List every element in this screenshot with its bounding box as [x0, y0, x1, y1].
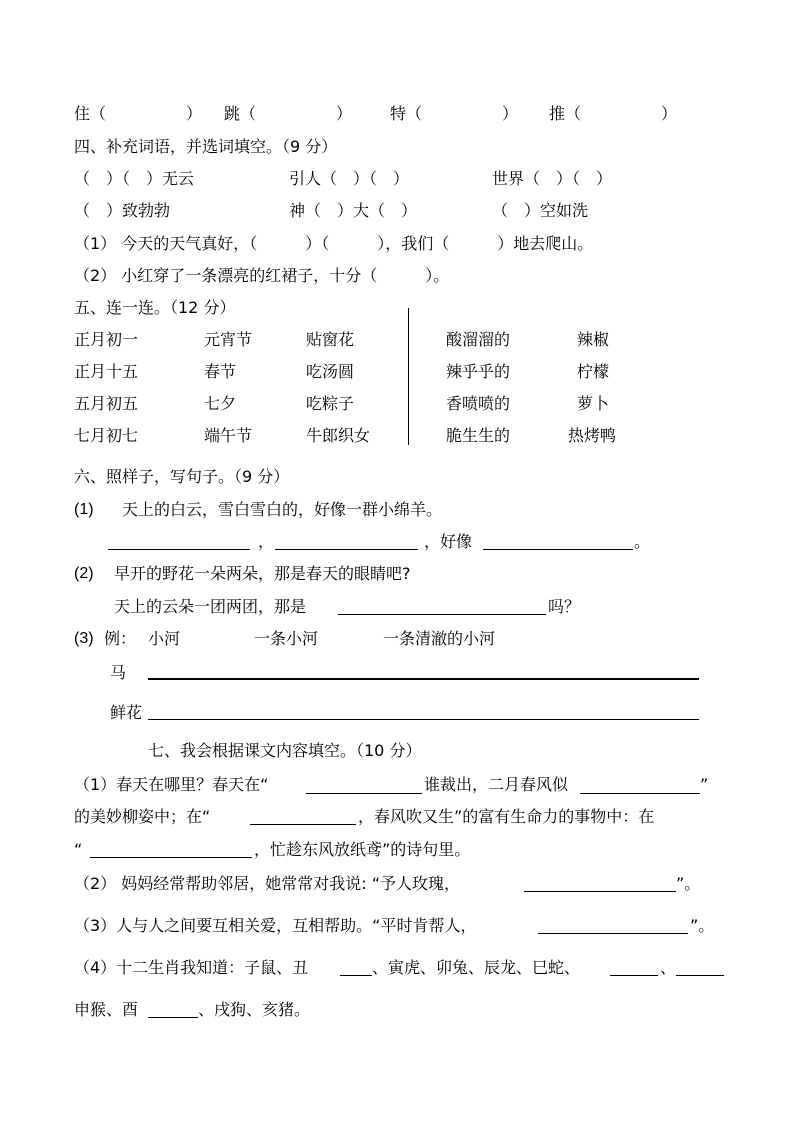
date-item: 七月初七 — [74, 426, 139, 445]
line-6-comma: 、 — [660, 958, 677, 977]
section-4-title: 四、补充词语，并选词填空。（9 分） — [74, 137, 338, 156]
line-6-start: （4）十二生肖我知道：子鼠、丑 — [74, 958, 309, 977]
food-item: 萝卜 — [577, 394, 610, 413]
line-3-end: ，忙趁东风放纸鸢”的诗句里。 — [254, 840, 471, 859]
prompt-xianhua: 鲜花 — [110, 703, 143, 722]
adjective-item: 香喷喷的 — [446, 394, 511, 413]
answer-blank[interactable] — [340, 975, 372, 976]
line-1-mid: 谁裁出，二月春风似 — [424, 775, 569, 794]
idiom-3: 世界（ ）（ ） — [492, 169, 613, 188]
festival-item: 七夕 — [204, 394, 237, 413]
line-7-start: 申猴、酉 — [74, 1000, 139, 1019]
line-6-mid: 、寅虎、卯兔、辰龙、巳蛇、 — [372, 958, 581, 977]
date-item: 正月十五 — [74, 362, 139, 381]
line-4-start: （2） 妈妈经常帮助邻居，她常常对我说: “予人玫瑰， — [74, 874, 461, 893]
answer-blank[interactable] — [483, 549, 633, 550]
example-label: 例： — [104, 629, 137, 648]
answer-blank[interactable] — [90, 857, 252, 858]
answer-blank[interactable] — [676, 975, 724, 976]
example-word-2: 一条小河 — [254, 629, 319, 648]
word-te: 特（ ） — [390, 104, 519, 123]
example-sentence-2: 早开的野花一朵两朵，那是春天的眼睛吧? — [114, 564, 411, 583]
answer-blank[interactable] — [250, 824, 356, 825]
festival-item: 端午节 — [204, 426, 253, 445]
festival-item: 元宵节 — [204, 330, 253, 349]
idiom-6: （ ）空如洗 — [492, 201, 589, 220]
item-number-1: (1) — [74, 501, 94, 518]
answer-blank[interactable] — [275, 549, 418, 550]
answer-blank[interactable] — [524, 891, 676, 892]
word-tiao: 跳（ ） — [224, 104, 353, 123]
word-tui: 推（ ） — [549, 104, 678, 123]
column-divider — [408, 308, 409, 445]
word-zhu: 住（ ） — [74, 104, 203, 123]
example-sentence-1: 天上的白云，雪白雪白的，好像一群小绵羊。 — [122, 500, 443, 519]
section-5-title: 五、连一连。（12 分） — [74, 298, 236, 317]
idiom-2: 引人（ ）（ ） — [289, 169, 410, 188]
food-item: 辣椒 — [577, 330, 610, 349]
answer-blank[interactable] — [108, 549, 250, 550]
line-3-start: “ — [74, 840, 83, 859]
custom-item: 贴窗花 — [306, 330, 355, 349]
food-item: 柠檬 — [577, 362, 610, 381]
example-word-1: 小河 — [148, 629, 181, 648]
answer-blank[interactable] — [338, 614, 546, 615]
answer-line[interactable] — [148, 678, 699, 680]
imitation-sentence: 天上的云朵一团两团，那是 — [114, 597, 307, 616]
fill-question-2: （2） 小红穿了一条漂亮的红裙子，十分（ ）。 — [74, 266, 450, 285]
date-item: 五月初五 — [74, 394, 139, 413]
idiom-5: 神（ ）大（ ） — [289, 201, 418, 220]
food-item: 热烤鸭 — [568, 426, 617, 445]
answer-blank[interactable] — [306, 793, 422, 794]
ma-end: 吗？ — [548, 597, 581, 616]
line-1-end: ” — [700, 775, 709, 794]
idiom-4: （ ）致勃勃 — [74, 201, 171, 220]
adjective-item: 脆生生的 — [446, 426, 511, 445]
period: 。 — [634, 532, 651, 551]
item-number-2: (2) — [74, 565, 94, 582]
example-word-3: 一条清澈的小河 — [383, 629, 496, 648]
line-1-start: （1）春天在哪里？春天在“ — [74, 775, 269, 794]
line-2-end: ，春风吹又生”的富有生命力的事物中：在 — [358, 807, 655, 826]
custom-item: 吃汤圆 — [306, 362, 355, 381]
item-number-3: (3) — [74, 630, 94, 647]
answer-line[interactable] — [148, 719, 699, 720]
fill-question-1: （1） 今天的天气真好，（ ）（ ），我们（ ）地去爬山。 — [74, 234, 594, 253]
line-7-end: 、戌狗、亥猪。 — [198, 1000, 311, 1019]
line-4-end: ”。 — [676, 874, 701, 893]
line-5-start: （3）人与人之间要互相关爱，互相帮助。“平时肯帮人， — [74, 916, 477, 935]
section-7-title: 七、我会根据课文内容填空。（10 分） — [148, 741, 422, 760]
custom-item: 吃粽子 — [306, 394, 355, 413]
answer-blank[interactable] — [580, 793, 700, 794]
festival-item: 春节 — [204, 362, 237, 381]
adjective-item: 辣乎乎的 — [446, 362, 511, 381]
date-item: 正月初一 — [74, 330, 139, 349]
comma: ， — [258, 532, 275, 551]
line-5-end: ”。 — [690, 916, 715, 935]
section-6-title: 六、照样子，写句子。（9 分） — [74, 467, 290, 486]
haoxiang-label: ，好像 — [424, 532, 473, 551]
adjective-item: 酸溜溜的 — [446, 330, 511, 349]
custom-item: 牛郎织女 — [306, 426, 371, 445]
answer-blank[interactable] — [610, 975, 658, 976]
prompt-ma: 马 — [110, 663, 127, 682]
line-2-start: 的美妙柳姿中；在“ — [74, 807, 211, 826]
answer-blank[interactable] — [538, 933, 688, 934]
idiom-1: （ ）（ ）无云 — [74, 169, 195, 188]
answer-blank[interactable] — [148, 1017, 198, 1018]
